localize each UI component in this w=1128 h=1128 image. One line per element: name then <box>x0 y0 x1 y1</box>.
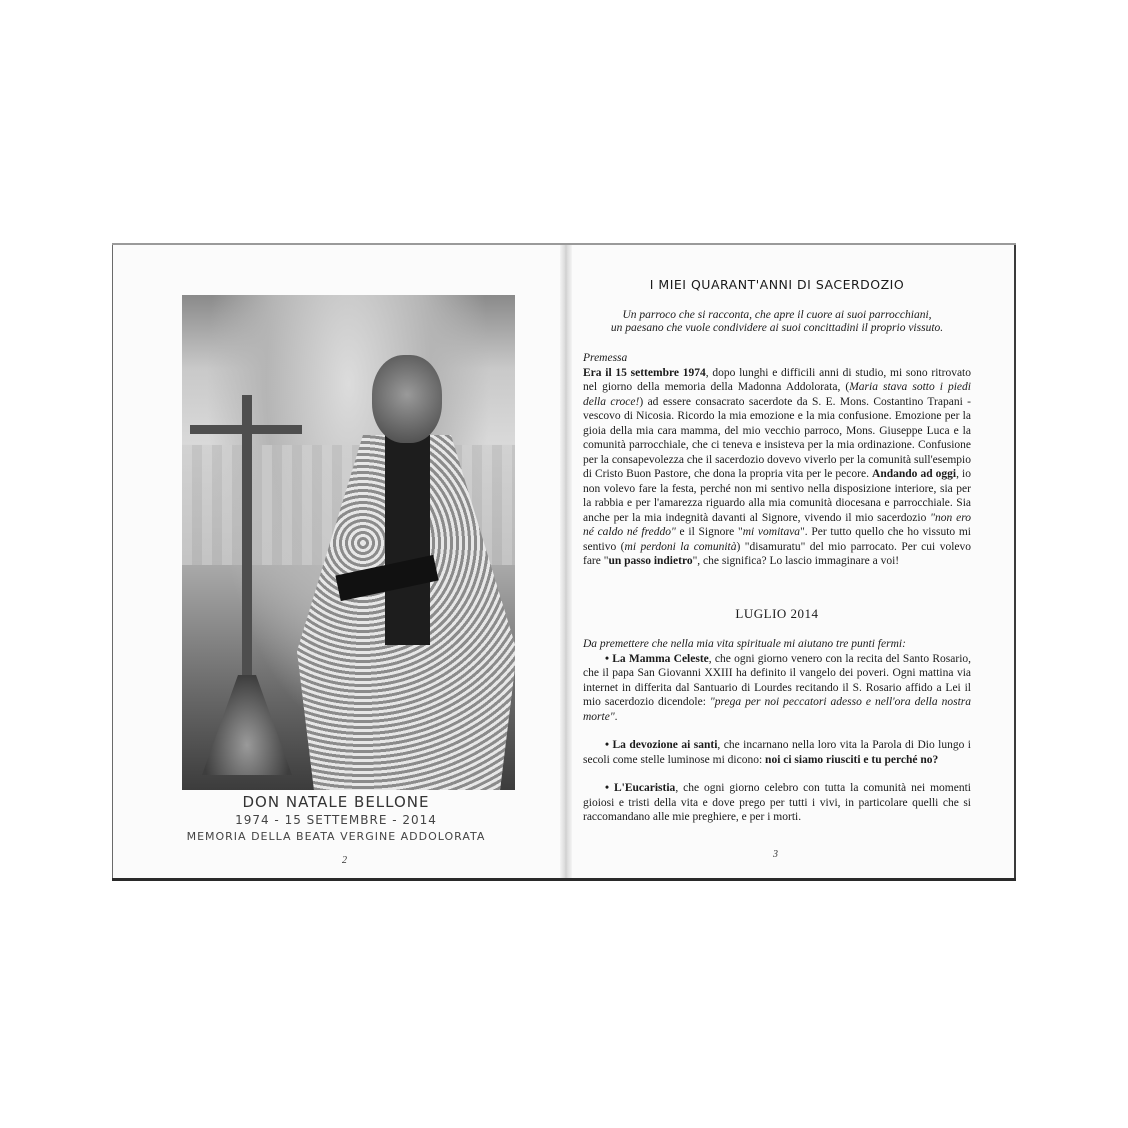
page-number-left: 2 <box>342 855 347 866</box>
section-heading-luglio: LUGLIO 2014 <box>735 606 819 621</box>
page-number-right: 3 <box>773 849 778 860</box>
priest-figure <box>297 355 515 790</box>
caption-name: DON NATALE BELLONE <box>242 793 430 811</box>
list-item-mamma-celeste: • La Mamma Celeste, che ogni giorno venero con la recita del Santo Rosario, che il papa San Giovanni XXIII ha definito il vangelo dei poveri. Ogni mattina via internet in differita dal Santuario di Lourdes recitando il S. Rosario affido a Lei il mio sacerdozio dicendole: "prega per noi peccatori adesso e nell'ora della nostra morte". <box>583 652 972 723</box>
premessa-label: Premessa <box>583 352 628 364</box>
subtitle-line-2: un paesano che vuole condividere ai suoi concittadini il proprio vissuto. <box>610 322 944 334</box>
luglio-section <box>583 637 971 825</box>
book-gutter <box>560 245 572 878</box>
premessa-paragraph: Era il 15 settembre 1974, dopo lunghi e difficili anni di studio, mi sono ritrovato nel giorno della memoria della Madonna Addolorata, (Maria stava sotto i piedi della croce!) ad essere consacrato sacerdote da S. E. Mons. Costantino Trapani - vescovo di Nicosia. Ricordo la mia emozione e la mia confusione. Emozione per la gioia della mia cara mamma, del mio vecchio parroco, Mons. Giuseppe Luca e la comunità parrocchiale, che ci teneva e insisteva per la mia ordinazione. Confusione per la consapevolezza che il sacerdozio dovevo viverlo per la comunità sull'esempio di Cristo Buon Pastore, che dona la propria vita per le pecore. Andando ad oggi, io non volevo fare la festa, perché non mi sentivo nella disposizione interiore, sia per la rabbia e per l'amarezza riguardo alla mia comunità diocesana e parrocchiale. Sia anche per la mia indegnità davanti al Signore, vivendo il mio sacerdozio "non ero né caldo né freddo" e il Signore "mi vomitava". Per tutto quello che ho vissuto mi sentivo (mi perdoni la comunità) "disamuratu" del mio parrocato. Per cui volevo fare "un passo indietro", che significa? Lo lascio immaginare a voi! <box>583 366 972 567</box>
priest-photo <box>182 295 515 790</box>
crucifix-icon <box>242 395 252 695</box>
page-edge-left <box>112 245 113 878</box>
list-item-devozione-santi: • La devozione ai santi, che incarnano nella loro vita la Parola di Dio lungo i secoli come stelle luminose mi dicono: noi ci siamo riusciti e tu perché no? <box>583 739 971 766</box>
priest-head <box>372 355 442 443</box>
caption-date: 1974 - 15 SETTEMBRE - 2014 <box>235 813 437 827</box>
booklet-spread <box>112 243 1016 881</box>
luglio-intro: Da premettere che nella mia vita spirituale mi aiutano tre punti fermi: <box>583 638 906 650</box>
page-title: I MIEI QUARANT'ANNI DI SACERDOZIO <box>649 277 905 292</box>
subtitle-line-1: Un parroco che si racconta, che apre il cuore ai suoi parrocchiani, <box>622 309 932 321</box>
premessa-section <box>583 351 971 569</box>
list-item-eucaristia: • L'Eucaristia, che ogni giorno celebro con tutta la comunità nei momenti gioiosi e tristi della vita e dove prego per tutti i vivi, in particolare quelli che si raccomandano alle mie preghiere, e per i morti. <box>583 782 971 823</box>
page-edge-right <box>1014 245 1016 878</box>
subtitle <box>583 309 971 335</box>
caption-memory: MEMORIA DELLA BEATA VERGINE ADDOLORATA <box>186 830 486 843</box>
